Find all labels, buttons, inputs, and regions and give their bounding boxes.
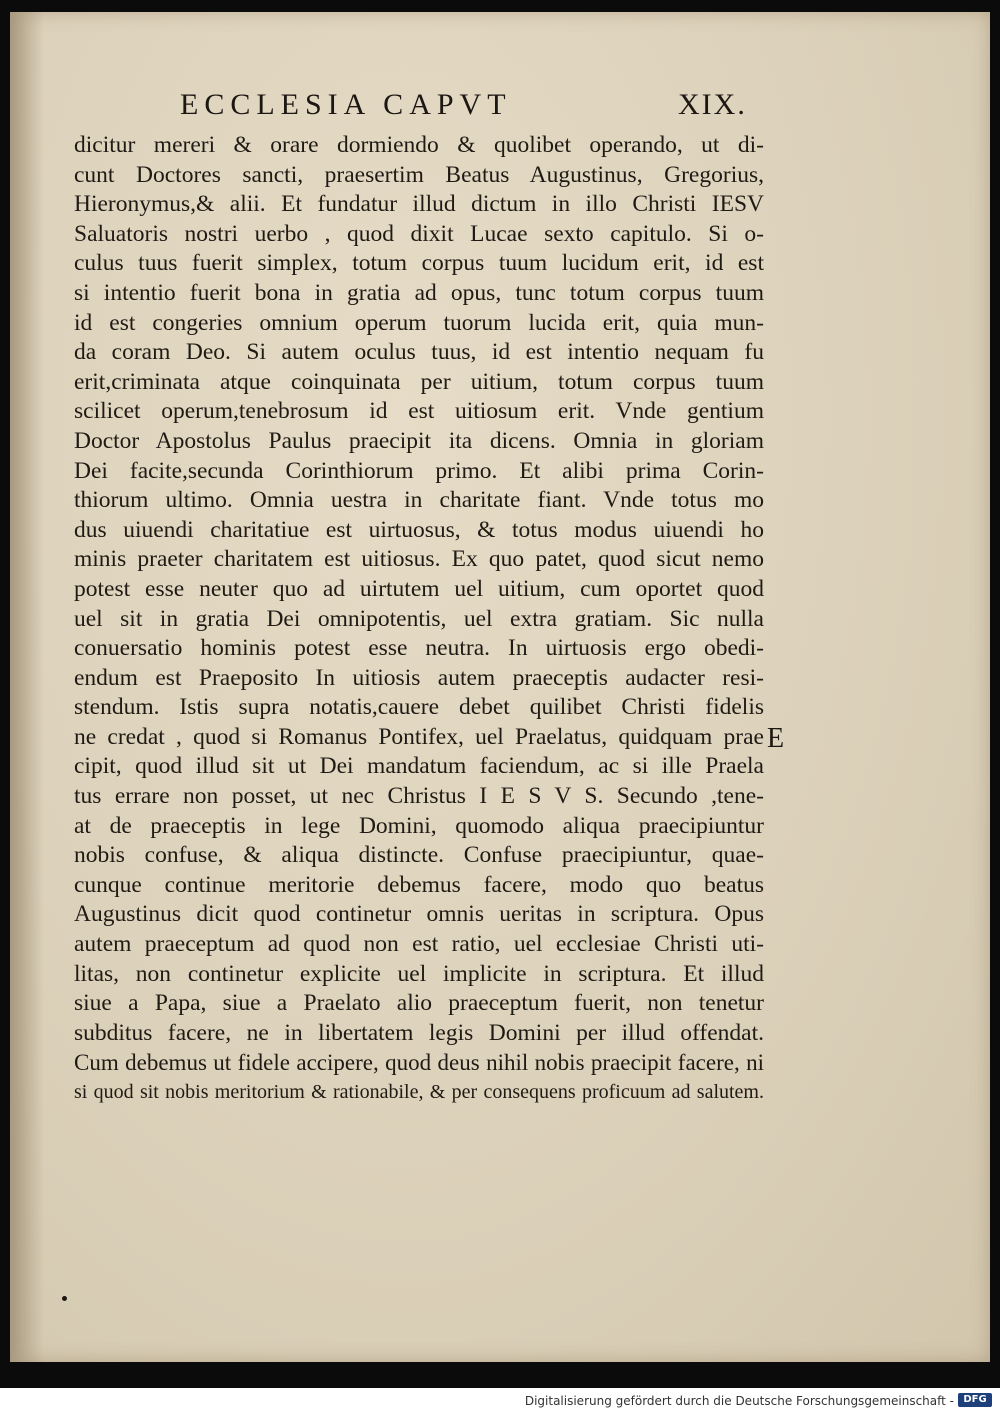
folio-number: XIX. bbox=[678, 88, 747, 121]
text-line: si intentio fuerit bona in gratia ad opus, tunc totum corpus tuum bbox=[74, 279, 764, 306]
running-head bbox=[10, 88, 990, 128]
text-line: scilicet operum,tenebrosum id est uitiosum erit. Vnde gentium bbox=[74, 398, 764, 425]
text-line: erit,criminata atque coinquinata per uitium, totum corpus tuum bbox=[74, 368, 764, 395]
text-line: Doctor Apostolus Paulus praecipit ita dicens. Omnia in gloriam bbox=[74, 427, 764, 454]
text-line: uel sit in gratia Dei omnipotentis, uel extra gratiam. Sic nulla bbox=[74, 605, 764, 632]
margin-signature-letter: E bbox=[767, 723, 785, 754]
text-line: dus uiuendi charitatiue est uirtuosus, & totus modus uiuendi ho bbox=[74, 516, 764, 543]
text-line: tus errare non posset, ut nec Christus I E S V S. Secundo ,tene- bbox=[74, 783, 764, 810]
text-line: dicitur mereri & orare dormiendo & quolibet operando, ut di- bbox=[74, 132, 764, 158]
text-line: at de praeceptis in lege Domini, quomodo aliqua praecipiuntur bbox=[74, 812, 764, 839]
text-line: minis praeter charitatem est uitiosus. Ex quo patet, quod sicut nemo bbox=[74, 546, 764, 573]
running-title: ECCLESIA CAPVT bbox=[180, 88, 512, 121]
text-line: thiorum ultimo. Omnia uestra in charitate fiant. Vnde totus mo bbox=[74, 487, 764, 514]
digitization-credit: Digitalisierung gefördert durch die Deutsche Forschungsgemeinschaft - bbox=[524, 1394, 954, 1408]
ink-dot bbox=[62, 1296, 67, 1301]
text-line: Augustinus dicit quod continetur omnis ueritas in scriptura. Opus bbox=[74, 901, 764, 928]
text-line: cunt Doctores sancti, praesertim Beatus Augustinus, Gregorius, bbox=[74, 161, 764, 188]
text-line: litas, non continetur explicite uel implicite in scriptura. Et illud bbox=[74, 960, 764, 987]
text-line: Saluatoris nostri uerbo , quod dixit Lucae sexto capitulo. Si o- bbox=[74, 220, 764, 247]
text-line: id est congeries omnium operum tuorum lucida erit, quia mun- bbox=[74, 309, 764, 336]
text-line: potest esse neuter quo ad uirtutem uel uitium, cum oportet quod bbox=[74, 575, 764, 602]
text-line: culus tuus fuerit simplex, totum corpus tuum lucidum erit, id est bbox=[74, 250, 764, 277]
text-line: conuersatio hominis potest esse neutra. In uirtuosis ergo obedi- bbox=[74, 635, 764, 662]
book-page bbox=[10, 12, 990, 1362]
text-line: si quod sit nobis meritorium & rationabile, & per consequens proficuum ad salutem. bbox=[74, 1081, 764, 1103]
text-line: Dei facite,secunda Corinthiorum primo. Et alibi prima Corin- bbox=[74, 457, 764, 484]
text-line: cunque continue meritorie debemus facere, modo quo beatus bbox=[74, 871, 764, 898]
text-line: da coram Deo. Si autem oculus tuus, id est intentio nequam fu bbox=[74, 339, 764, 366]
text-line: stendum. Istis supra notatis,cauere debet quilibet Christi fidelis bbox=[74, 694, 764, 721]
text-line: endum est Praeposito In uitiosis autem praeceptis audacter resi- bbox=[74, 664, 764, 691]
text-line: nobis confuse, & aliqua distincte. Confuse praecipiuntur, quae- bbox=[74, 842, 764, 869]
text-line: autem praeceptum ad quod non est ratio, uel ecclesiae Christi uti- bbox=[74, 931, 764, 958]
text-line: siue a Papa, siue a Praelato alio praeceptum fuerit, non tenetur bbox=[74, 990, 764, 1017]
text-line: cipit, quod illud sit ut Dei mandatum faciendum, ac si ille Praela bbox=[74, 753, 764, 780]
footer-bar bbox=[0, 1388, 1000, 1414]
page-gutter-shadow bbox=[10, 12, 44, 1362]
text-line: ne credat , quod si Romanus Pontifex, uel Praelatus, quidquam prae bbox=[74, 723, 764, 750]
dfg-logo-icon: DFG bbox=[958, 1393, 992, 1407]
text-line: subditus facere, ne in libertatem legis Domini per illud offendat. bbox=[74, 1019, 764, 1046]
text-line: Cum debemus ut fidele accipere, quod deus nihil nobis praecipit facere, ni bbox=[74, 1050, 764, 1076]
text-line: Hieronymus,& alii. Et fundatur illud dictum in illo Christi IESV bbox=[74, 191, 764, 218]
body-text bbox=[74, 131, 764, 1108]
